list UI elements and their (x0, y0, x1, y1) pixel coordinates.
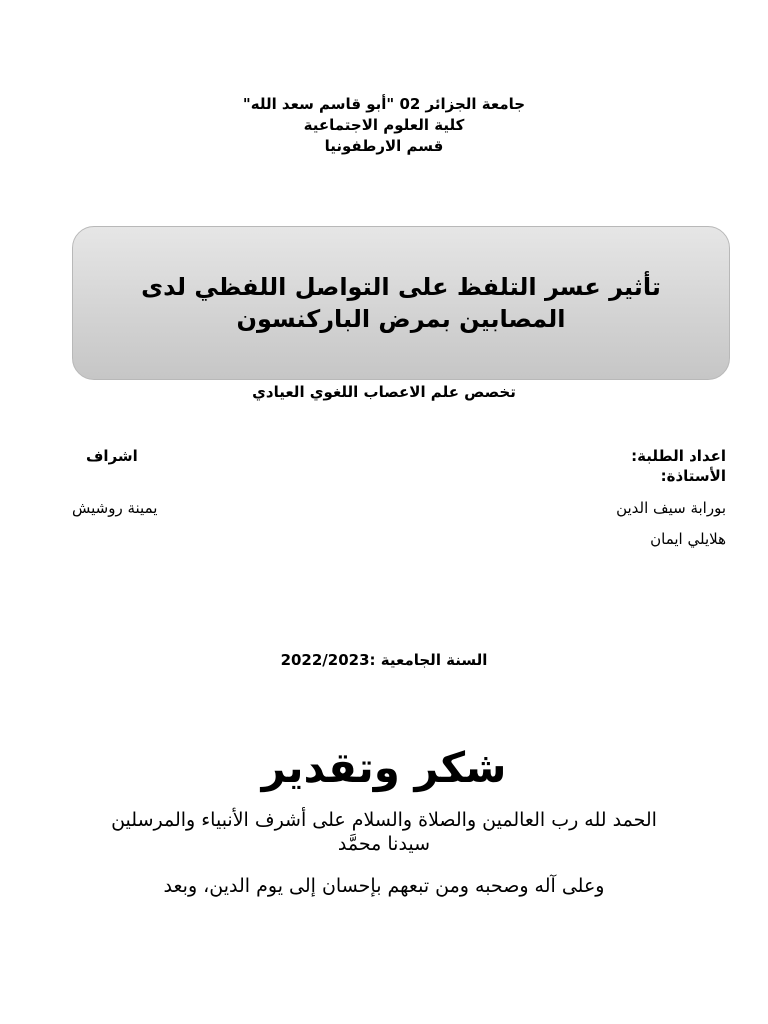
department-name: قسم الارطفونيا (324, 137, 444, 155)
thesis-title-line-1: تأثير عسر التلفظ على التواصل اللفظي لدى (141, 273, 661, 301)
thesis-title-line-2: المصابين بمرض الباركنسون (236, 305, 566, 333)
thanks-line-2: سيدنا محمَّد (337, 833, 431, 855)
academic-year: السنة الجامعية :2022/2023 (280, 651, 488, 669)
prepared-by-label: اعداد الطلبة: (631, 447, 726, 465)
thanks-line-1: الحمد لله رب العالمين والصلاة والسلام على أشرف الأنبياء والمرسلين (111, 809, 657, 831)
supervision-label: اشراف (86, 447, 138, 465)
university-name: جامعة الجزائر 02 "أبو قاسم سعد الله" (242, 95, 526, 113)
faculty-name: كلية العلوم الاجتماعية (303, 116, 465, 134)
specialty: تخصص علم الاعصاب اللغوي العيادي (252, 383, 516, 401)
thanks-line-3: وعلى آله وصحبه ومن تبعهم بإحسان إلى يوم الدين، وبعد (163, 875, 605, 897)
student-name-2: هلايلي ايمان (650, 530, 726, 548)
thanks-title: شكر وتقدير (261, 743, 507, 792)
professor-label: الأستاذة: (660, 467, 726, 485)
student-name-1: بورابة سيف الدين (616, 499, 726, 517)
thesis-title-box (72, 226, 730, 380)
professor-name: يمينة روشيش (72, 499, 158, 517)
